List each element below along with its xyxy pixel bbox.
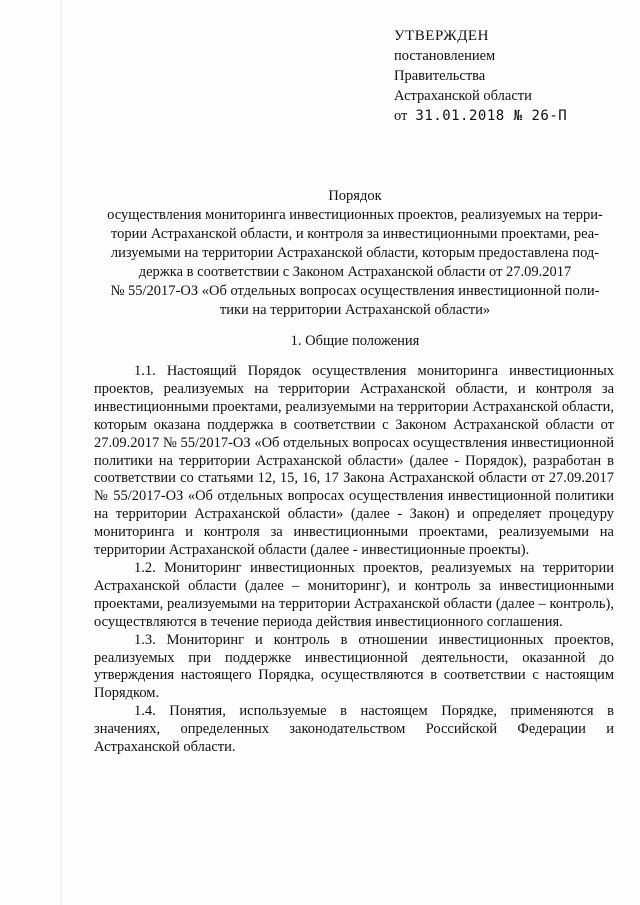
subtitle-line: тики на территории Астраханской области» (219, 302, 491, 318)
scan-shadow (60, 0, 62, 905)
document-title-block (92, 187, 618, 320)
subtitle-line: тории Астраханской области, и контроля за инвестиционными проектами, реа- (111, 226, 599, 242)
approval-line-government: Правительства (394, 68, 486, 84)
subtitle-line: лизуемыми на территории Астраханской области, которым предоставлена под- (110, 245, 600, 261)
approval-date-number: 31.01.2018 № 26-П (415, 108, 568, 124)
document-body (94, 363, 614, 757)
paragraph: 1.3. Мониторинг и контроль в отношении инвестиционных проектов, реализуемых при поддержке инвестиционной деятельности, оказанной до утверждения настоящего Порядка, осуществляются в соответствии с настоящим Порядком. (94, 631, 614, 702)
section-heading: 1. Общие положения (290, 333, 420, 349)
approval-line-resolution: постановлением (394, 48, 496, 64)
document-title: Порядок (328, 188, 382, 204)
subtitle-line: держка в соответствии с Законом Астраханской области от 27.09.2017 (138, 264, 572, 280)
approval-stamp-block (394, 26, 614, 126)
approval-from-label: от (394, 108, 408, 124)
subtitle-line: осуществления мониторинга инвестиционных проектов, реализуемых на терри- (107, 207, 603, 223)
paragraph: 1.1. Настоящий Порядок осуществления мониторинга инвестиционных проектов, реализуемых на территории Астраханской области, и контроля за инвестиционными проектами, реализуемыми на территории Астраханской области, которым оказана поддержка в соответствии с Законом Астраханской области от 27.09.2017 № 55/2017-ОЗ «Об отдельных вопросах осуществления инвестиционной политики на территории Астраханской области» (далее - Порядок), разработан в соответствии со статьями 12, 15, 16, 17 Закона Астраханской области от 27.09.2017 № 55/2017-ОЗ «Об отдельных вопросах осуществления инвестиционной политики на территории Астраханской области» (далее - Закон) и определяет процедуру мониторинга и контроля за инвестиционными проектами, реализуемыми на территории Астраханской области (далее - инвестиционные проекты). (94, 363, 614, 559)
subtitle-line: № 55/2017-ОЗ «Об отдельных вопросах осуществления инвестиционной поли- (110, 283, 600, 299)
approved-heading: УТВЕРЖДЕН (394, 28, 489, 44)
paragraph: 1.4. Понятия, используемые в настоящем Порядке, применяются в значениях, определенных законодательством Российской Федерации и Астраханской области. (94, 703, 614, 756)
paragraph: 1.2. Мониторинг инвестиционных проектов, реализуемых на территории Астраханской области (далее – мониторинг), и контроль за инвестиционными проектами, реализуемыми на территории Астраханской области (далее – контроль), осуществляются в течение периода действия инвестиционного соглашения. (94, 559, 614, 630)
approval-date-line (394, 106, 614, 126)
approval-line-region: Астраханской области (394, 88, 532, 104)
